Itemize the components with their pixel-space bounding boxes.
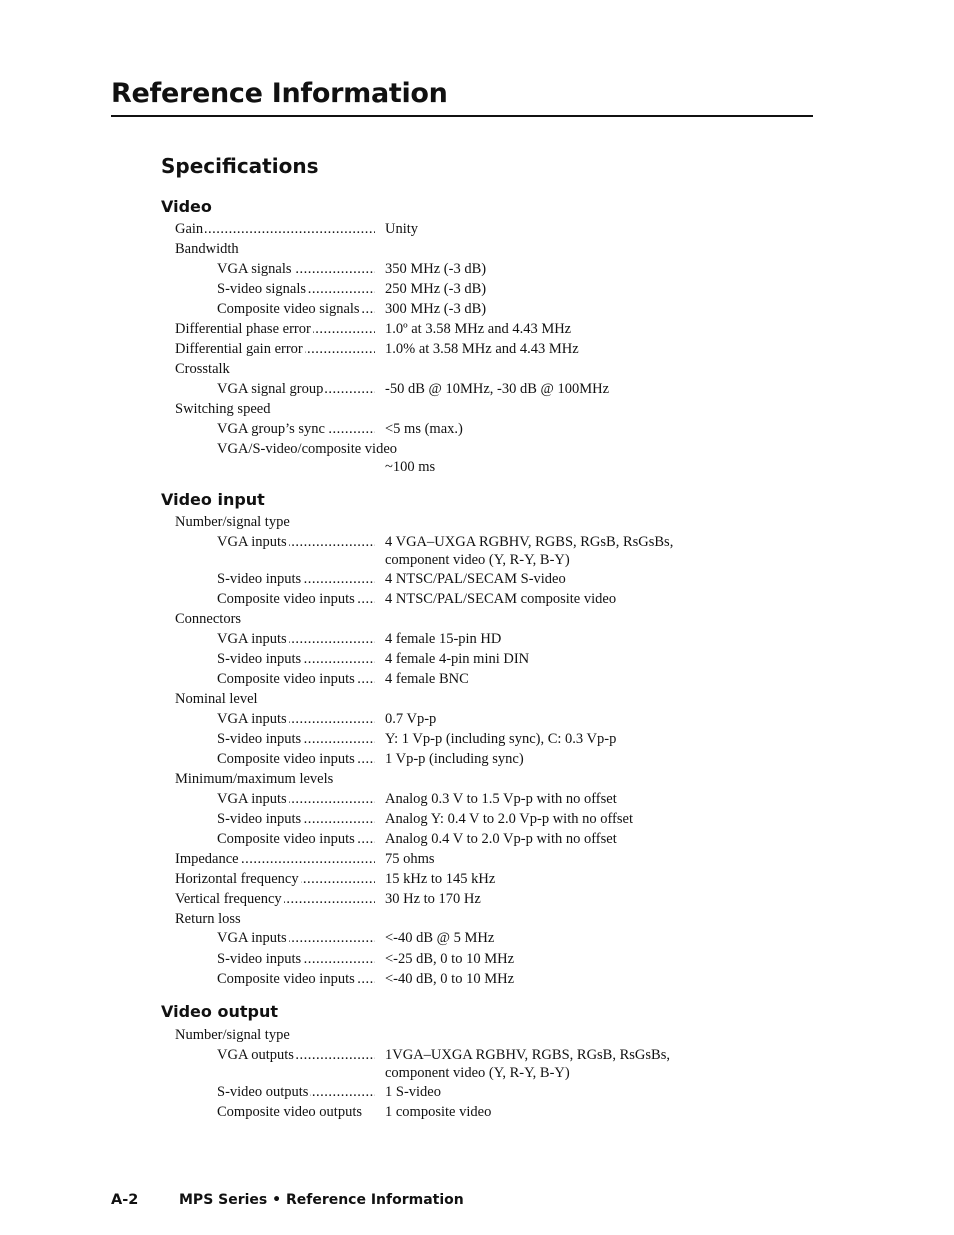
spec-row (0, 770, 954, 790)
spec-row (0, 650, 954, 670)
spec-label (217, 970, 375, 988)
spec-label-text: Crosstalk (175, 361, 230, 377)
spec-label (175, 220, 375, 238)
spec-label-text: Number/signal type (175, 1027, 290, 1043)
spec-label-text: S-video inputs (217, 571, 302, 587)
spec-row (0, 320, 954, 340)
spec-label (175, 360, 375, 378)
spec-row (0, 260, 954, 280)
spec-label-text: VGA/S-video/composite video (217, 441, 398, 457)
spec-label-text: S-video inputs (217, 651, 302, 667)
spec-value: 1 composite video (385, 1104, 492, 1120)
spec-label-text: VGA signal group (217, 381, 324, 397)
spec-label-text: S-video inputs (217, 811, 302, 827)
spec-label (217, 1083, 375, 1101)
spec-label-text: S-video signals (217, 281, 307, 297)
spec-label-text: Composite video inputs (217, 751, 355, 767)
spec-label-text: Vertical frequency (175, 891, 282, 907)
spec-value: 4 NTSC/PAL/SECAM composite video (385, 591, 617, 607)
group-title: Video input (161, 490, 265, 509)
spec-label (175, 1026, 375, 1044)
spec-label-text: VGA inputs (217, 631, 287, 647)
spec-value: 1.0º at 3.58 MHz and 4.43 MHz (385, 321, 572, 337)
spec-label (175, 770, 375, 788)
group-title: Video (161, 197, 212, 216)
spec-row (0, 280, 954, 300)
spec-value: <-25 dB, 0 to 10 MHz (385, 951, 515, 967)
spec-label-text: Composite video inputs (217, 591, 355, 607)
spec-label-text: Impedance (175, 851, 239, 867)
spec-value: 1 Vp-p (including sync) (385, 751, 524, 767)
spec-label-text: Horizontal frequency (175, 871, 299, 887)
spec-value: 1 S-video (385, 1084, 441, 1100)
spec-label-text: Composite video inputs (217, 831, 355, 847)
spec-label-text: VGA inputs (217, 930, 287, 946)
spec-label-text: Gain (175, 221, 204, 237)
spec-row (0, 590, 954, 610)
spec-label (217, 830, 375, 848)
spec-label-text: Differential gain error (175, 341, 303, 357)
spec-row (0, 710, 954, 730)
spec-value: 1VGA–UXGA RGBHV, RGBS, RGsB, RsGsBs, component video (Y, R-Y, B-Y) (385, 1047, 670, 1081)
spec-label (217, 260, 375, 278)
spec-label (175, 610, 375, 628)
spec-label-text: Composite video signals (217, 301, 360, 317)
spec-row (0, 1026, 954, 1046)
spec-label-text: VGA outputs (217, 1047, 294, 1063)
spec-value: 350 MHz (-3 dB) (385, 261, 487, 277)
spec-label (175, 690, 375, 708)
spec-value: Analog 0.4 V to 2.0 Vp-p with no offset (385, 831, 617, 847)
spec-label (217, 440, 399, 458)
spec-row (0, 570, 954, 590)
spec-label (175, 910, 375, 928)
spec-label-text: S-video outputs (217, 1084, 309, 1100)
spec-row (0, 850, 954, 870)
spec-row (0, 910, 954, 930)
spec-value: <5 ms (max.) (385, 421, 463, 437)
spec-row (0, 890, 954, 910)
spec-row (0, 670, 954, 690)
spec-label-text: Bandwidth (175, 241, 239, 257)
spec-label-text: S-video inputs (217, 731, 302, 747)
spec-label-text: VGA signals (217, 261, 292, 277)
spec-label-text: S-video inputs (217, 951, 302, 967)
spec-label (175, 400, 375, 418)
spec-row (0, 929, 954, 949)
spec-row (0, 630, 954, 650)
spec-value: 4 female 4-pin mini DIN (385, 651, 530, 667)
spec-row (0, 830, 954, 850)
spec-label (217, 380, 375, 398)
spec-label (217, 1046, 375, 1064)
spec-row (0, 533, 954, 568)
spec-label (217, 1103, 375, 1121)
spec-label-text: Return loss (175, 911, 241, 927)
spec-row (0, 513, 954, 533)
spec-label (217, 750, 375, 768)
spec-value: 250 MHz (-3 dB) (385, 281, 487, 297)
spec-label (217, 670, 375, 688)
spec-label (175, 870, 375, 888)
spec-value: 0.7 Vp-p (385, 711, 437, 727)
spec-label-text: Switching speed (175, 401, 271, 417)
spec-row (0, 750, 954, 770)
spec-label-text: VGA group’s sync (217, 421, 325, 437)
spec-label-text: Nominal level (175, 691, 258, 707)
spec-row (0, 1083, 954, 1103)
spec-label-text: Composite video inputs (217, 971, 355, 987)
spec-row (0, 970, 954, 990)
spec-label (217, 650, 375, 668)
spec-value: ~100 ms (385, 459, 436, 475)
spec-label (217, 420, 375, 438)
spec-value: 75 ohms (385, 851, 435, 867)
spec-label-text: VGA inputs (217, 711, 287, 727)
spec-row (0, 1103, 954, 1123)
spec-row (0, 950, 954, 970)
spec-value: 4 female BNC (385, 671, 469, 687)
spec-label (217, 950, 375, 968)
spec-label (217, 790, 375, 808)
chapter-title: Reference Information (111, 78, 448, 109)
spec-label (175, 890, 375, 908)
spec-value: Analog 0.3 V to 1.5 Vp-p with no offset (385, 791, 617, 807)
spec-value: 4 VGA–UXGA RGBHV, RGBS, RGsB, RsGsBs, component video (Y, R-Y, B-Y) (385, 534, 674, 568)
spec-row (0, 610, 954, 630)
spec-row (0, 870, 954, 890)
spec-value: <-40 dB @ 5 MHz (385, 930, 495, 946)
spec-row (0, 340, 954, 360)
group-title: Video output (161, 1002, 278, 1021)
spec-row (0, 360, 954, 380)
spec-label-text: Composite video outputs (217, 1104, 362, 1120)
spec-label (175, 340, 375, 358)
spec-label-text: Connectors (175, 611, 242, 627)
spec-value: <-40 dB, 0 to 10 MHz (385, 971, 515, 987)
spec-label (217, 810, 375, 828)
spec-row (0, 220, 954, 240)
spec-label (175, 320, 375, 338)
spec-label-text: Minimum/maximum levels (175, 771, 334, 787)
spec-label (217, 929, 375, 947)
spec-label (175, 850, 375, 868)
spec-label-text: VGA inputs (217, 534, 287, 550)
spec-label (217, 280, 375, 298)
spec-row (0, 400, 954, 420)
spec-value: 4 female 15-pin HD (385, 631, 502, 647)
spec-row (0, 790, 954, 810)
spec-row (0, 1046, 954, 1081)
spec-value: 1.0% at 3.58 MHz and 4.43 MHz (385, 341, 579, 357)
spec-label (217, 570, 375, 588)
spec-row (0, 380, 954, 400)
spec-label (217, 300, 375, 318)
spec-value: 15 kHz to 145 kHz (385, 871, 496, 887)
spec-row (0, 300, 954, 320)
spec-value: 4 NTSC/PAL/SECAM S-video (385, 571, 566, 587)
spec-value: 300 MHz (-3 dB) (385, 301, 487, 317)
spec-label-text: Composite video inputs (217, 671, 355, 687)
spec-value: 30 Hz to 170 Hz (385, 891, 481, 907)
section-title: Specifications (161, 154, 319, 178)
spec-label (175, 240, 375, 258)
spec-label-text: Differential phase error (175, 321, 311, 337)
page-number: A-2 (111, 1192, 139, 1208)
spec-row (0, 810, 954, 830)
footer-document-title: MPS Series • Reference Information (179, 1192, 464, 1208)
spec-label (175, 513, 375, 531)
spec-row (0, 730, 954, 750)
spec-label-text: Number/signal type (175, 514, 290, 530)
spec-label-text: VGA inputs (217, 791, 287, 807)
spec-label (217, 630, 375, 648)
chapter-title-rule (111, 115, 813, 117)
spec-row (0, 240, 954, 260)
spec-value: Analog Y: 0.4 V to 2.0 Vp-p with no offset (385, 811, 633, 827)
spec-label (217, 590, 375, 608)
spec-row (0, 420, 954, 440)
spec-value: Unity (385, 221, 419, 237)
spec-label (217, 710, 375, 728)
spec-value: Y: 1 Vp-p (including sync), C: 0.3 Vp-p (385, 731, 617, 747)
spec-row (0, 690, 954, 710)
spec-label (217, 533, 375, 551)
spec-row (0, 440, 954, 475)
spec-label (217, 730, 375, 748)
spec-value: -50 dB @ 10MHz, -30 dB @ 100MHz (385, 381, 610, 397)
